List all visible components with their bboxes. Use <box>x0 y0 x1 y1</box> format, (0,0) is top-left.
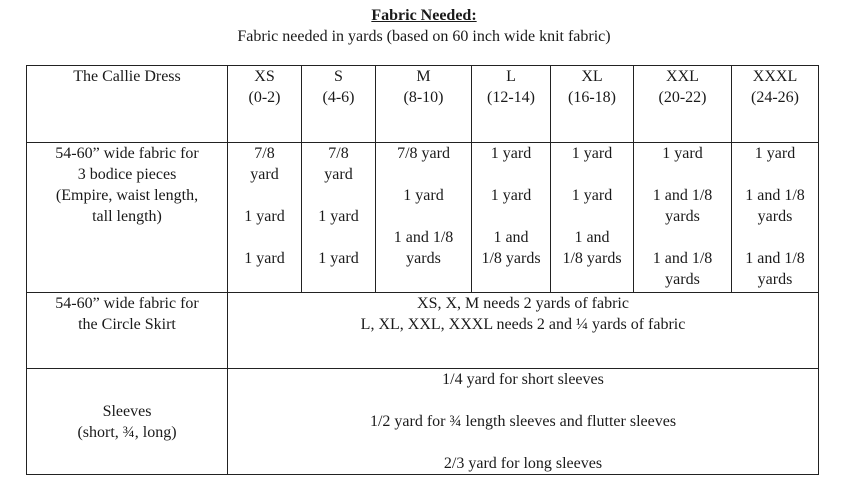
sleeves-label-line: Sleeves <box>102 402 152 420</box>
empire-amount: 1 yard <box>662 145 703 162</box>
empire-amount: yard <box>250 166 279 183</box>
bodice-cell-l <box>472 143 551 293</box>
waist-amount: 1 yard <box>244 208 285 225</box>
bodice-label-line: tall length) <box>92 208 162 225</box>
bodice-cell-xxxl <box>732 143 819 293</box>
size-range: (8-10) <box>403 89 444 106</box>
sleeves-amount-cell <box>228 369 819 475</box>
waist-amount: 1 yard <box>403 187 444 204</box>
size-range: (0-2) <box>248 89 281 106</box>
sleeves-amount-line: 1/4 yard for short sleeves <box>442 371 604 388</box>
page-title: Fabric Needed: <box>371 7 477 24</box>
skirt-label-line: 54-60” wide fabric for <box>55 295 199 312</box>
skirt-row <box>27 293 819 369</box>
size-range: (16-18) <box>568 89 616 106</box>
empire-amount: yard <box>324 166 353 183</box>
waist-amount: 1 yard <box>318 208 359 225</box>
skirt-label-line: the Circle Skirt <box>78 316 176 333</box>
skirt-amount-line: XS, X, M needs 2 yards of fabric <box>417 295 629 312</box>
sleeves-amount-line: 1/2 yard for ¾ length sleeves and flutter sleeves <box>369 413 677 430</box>
skirt-amount-line: L, XL, XXL, XXXL needs 2 and ¼ yards of fabric <box>360 316 686 333</box>
sleeves-label-line: (short, ¾, long) <box>77 423 177 441</box>
waist-amount: 1 yard <box>571 187 613 204</box>
size-header-xxxl <box>732 66 819 143</box>
bodice-cell-xs <box>228 143 302 293</box>
corner-label: The Callie Dress <box>73 68 181 85</box>
size-name: S <box>334 68 343 85</box>
waist-amount: 1 yard <box>490 187 532 204</box>
tall-amount: yards <box>757 271 793 288</box>
bodice-cell-xxl <box>634 143 732 293</box>
tall-amount: 1/8 yards <box>562 250 622 267</box>
bodice-row <box>27 143 819 293</box>
bodice-label-line: 54-60” wide fabric for <box>55 145 199 162</box>
sleeves-amount-line: 2/3 yard for long sleeves <box>443 455 603 472</box>
tall-amount: 1 and <box>493 229 529 246</box>
bodice-label-line: (Empire, waist length, <box>55 187 199 204</box>
size-header-l <box>472 66 551 143</box>
size-name: XS <box>254 68 275 85</box>
bodice-label-cell <box>27 143 228 293</box>
size-header-xl <box>551 66 634 143</box>
waist-amount: 1 and 1/8 <box>745 187 805 204</box>
skirt-label-cell <box>27 293 228 369</box>
waist-amount: yards <box>757 208 793 225</box>
size-name: XXXL <box>752 68 798 85</box>
bodice-cell-xl <box>551 143 634 293</box>
size-name: M <box>416 68 431 85</box>
tall-amount: 1 yard <box>318 250 359 267</box>
waist-amount: yards <box>665 208 700 225</box>
empire-amount: 1 yard <box>754 145 796 162</box>
empire-amount: 1 yard <box>490 145 532 162</box>
size-header-xs <box>228 66 302 143</box>
fabric-table <box>26 65 819 475</box>
sleeves-label-cell <box>27 369 228 475</box>
empire-amount: 7/8 yard <box>397 145 450 162</box>
bodice-cell-m <box>376 143 472 293</box>
tall-amount: yards <box>665 271 700 288</box>
size-range: (24-26) <box>751 89 799 106</box>
bodice-cell-s <box>302 143 376 293</box>
size-name: L <box>506 68 516 85</box>
size-header-s <box>302 66 376 143</box>
page-subtitle: Fabric needed in yards (based on 60 inch wide knit fabric) <box>237 28 611 45</box>
sleeves-row <box>27 369 819 475</box>
corner-label-cell <box>27 66 228 143</box>
tall-amount: 1 and <box>574 229 610 246</box>
size-range: (20-22) <box>658 89 707 106</box>
size-header-xxl <box>634 66 732 143</box>
header-row <box>27 66 819 143</box>
size-name: XXL <box>666 68 699 85</box>
tall-amount: 1 yard <box>244 250 285 267</box>
empire-amount: 7/8 <box>328 145 349 162</box>
empire-amount: 7/8 <box>254 145 275 162</box>
bodice-label-line: 3 bodice pieces <box>77 166 177 183</box>
size-range: (12-14) <box>487 89 535 106</box>
tall-amount: 1/8 yards <box>481 250 541 267</box>
skirt-amount-cell <box>228 293 819 369</box>
tall-amount: yards <box>406 250 441 267</box>
tall-amount: 1 and 1/8 <box>745 250 805 267</box>
waist-amount: 1 and 1/8 <box>652 187 713 204</box>
size-name: XL <box>581 68 603 85</box>
size-range: (4-6) <box>322 89 355 106</box>
tall-amount: 1 and 1/8 <box>652 250 713 267</box>
size-header-m <box>376 66 472 143</box>
tall-amount: 1 and 1/8 <box>393 229 454 246</box>
empire-amount: 1 yard <box>571 145 613 162</box>
